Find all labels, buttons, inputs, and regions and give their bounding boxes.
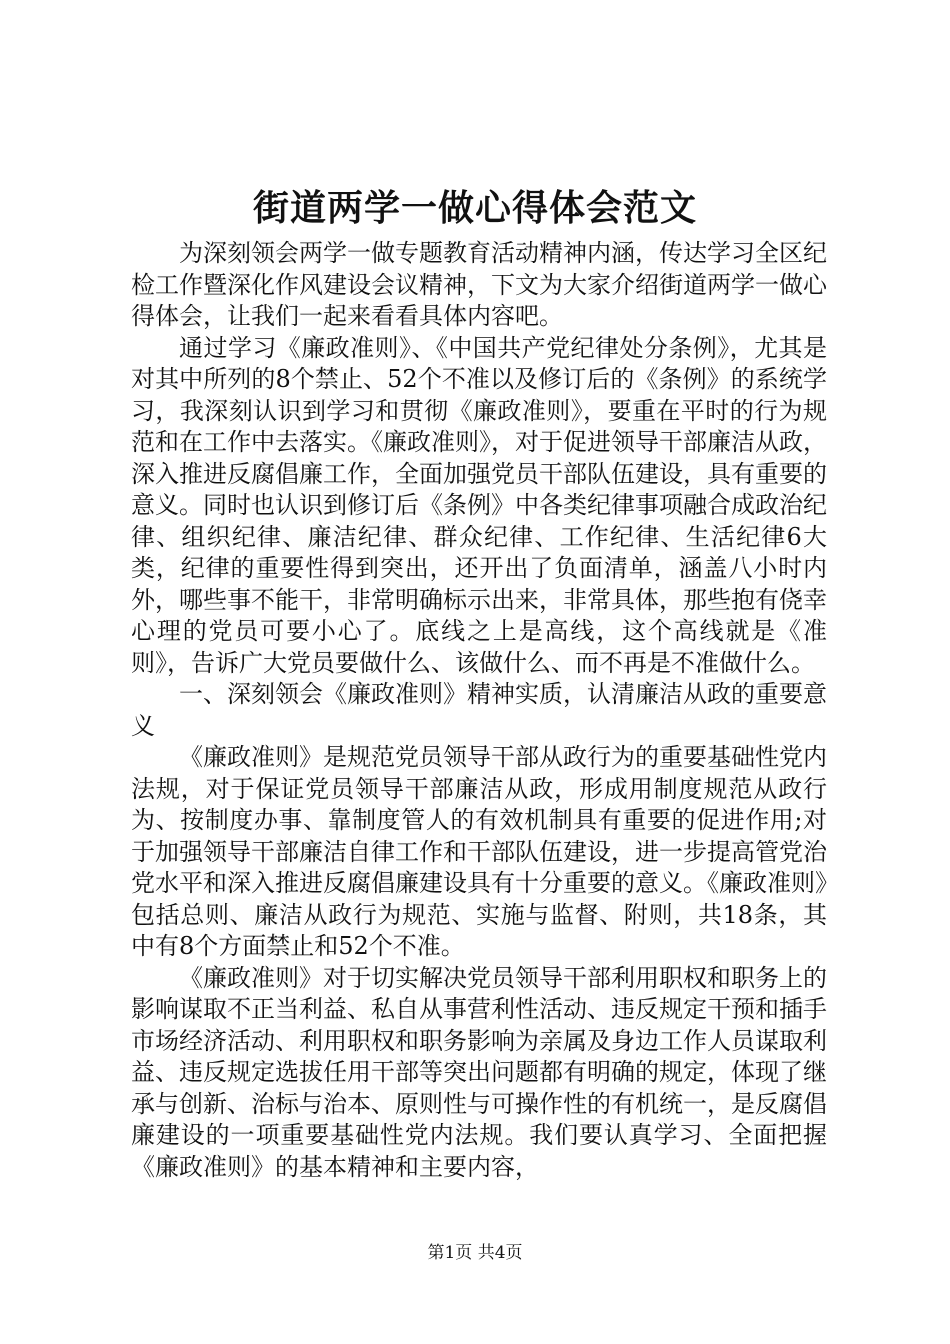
document-title: 街道两学一做心得体会范文	[252, 187, 697, 229]
section-heading-1: 一、深刻领会《廉政准则》精神实质，认清廉洁从政的重要意义	[131, 680, 827, 740]
paragraph-intro: 为深刻领会两学一做专题教育活动精神内涵，传达学习全区纪检工作暨深化作风建设会议精神，下文为大家介绍街道两学一做心得体会，让我们一起来看看具体内容吧。	[131, 239, 827, 330]
paragraph-issues: 《廉政准则》对于切实解决党员领导干部利用职权和职务上的影响谋取不正当利益、私自从事营利性活动、违反规定干预和插手市场经济活动、利用职权和职务影响为亲属及身边工作人员谋取利益、违反规定选拔任用干部等突出问题都有明确的规定，体现了继承与创新、治标与治本、原则性与可操作性的有机统一，是反腐倡廉建设的一项重要基础性党内法规。我们要认真学习、全面把握《廉政准则》的基本精神和主要内容，	[131, 963, 827, 1181]
paragraph-study: 通过学习《廉政准则》、《中国共产党纪律处分条例》，尤其是对其中所列的8个禁止、52个不准以及修订后的《条例》的系统学习，我深刻认识到学习和贯彻《廉政准则》，要重在平时的行为规范和在工作中去落实。《廉政准则》，对于促进领导干部廉洁从政，深入推进反腐倡廉工作，全面加强党员干部队伍建设，具有重要的意义。同时也认识到修订后《条例》中各类纪律事项融合成政治纪律、组织纪律、廉洁纪律、群众纪律、工作纪律、生活纪律6大类，纪律的重要性得到突出，还开出了负面清单，涵盖八小时内外，哪些事不能干，非常明确标示出来，非常具体，那些抱有侥幸心理的党员可要小心了。底线之上是高线，这个高线就是《准则》，告诉广大党员要做什么、该做什么、而不再是不准做什么。	[131, 333, 827, 677]
paragraph-guidelines: 《廉政准则》是规范党员领导干部从政行为的重要基础性党内法规，对于保证党员领导干部廉洁从政，形成用制度规范从政行为、按制度办事、靠制度管人的有效机制具有重要的促进作用;对于加强领导干部廉洁自律工作和干部队伍建设，进一步提高管党治党水平和深入推进反腐倡廉建设具有十分重要的意义。《廉政准则》包括总则、廉洁从政行为规范、实施与监督、附则，共18条，其中有8个方面禁止和52个不准。	[131, 743, 827, 960]
page-number-footer: 第1页 共4页	[427, 1243, 523, 1263]
document-body	[131, 238, 827, 1183]
